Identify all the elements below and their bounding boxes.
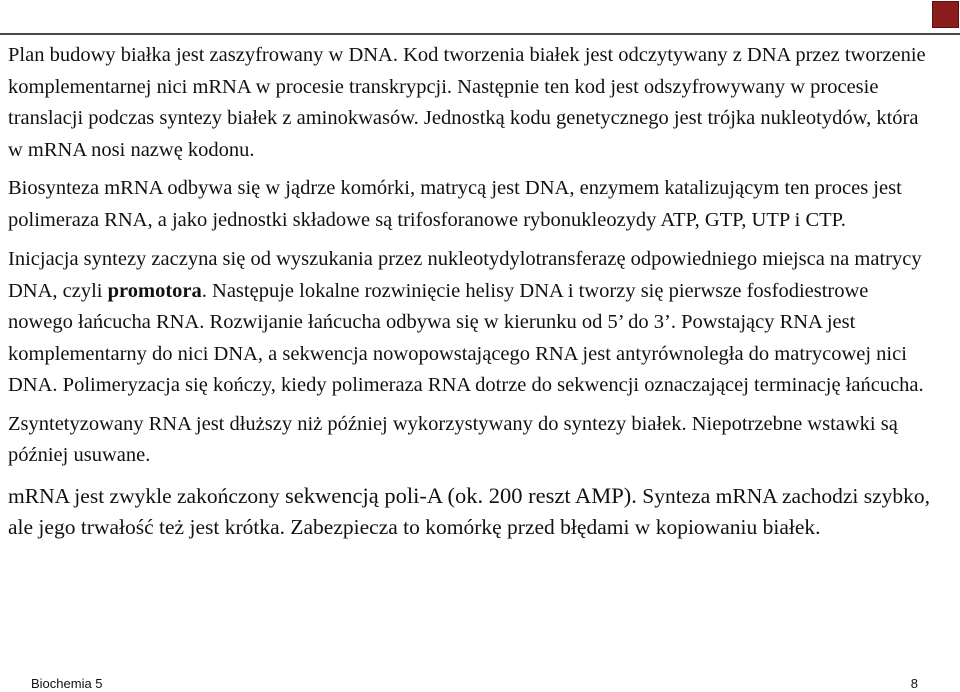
paragraph-poly-a [8, 480, 938, 543]
paragraph-poly-a-text-2: Synteza mRNA zachodzi szybko, ale jego trwałość też jest krótka. Zabezpiecza to komórkę przed błędami w kopiowaniu białek. [8, 483, 931, 539]
slide-body [8, 40, 938, 543]
promoter-term: promotora [107, 279, 202, 302]
poly-a-sequence-term: sekwencją poli-A (ok. 200 reszt AMP). [285, 482, 637, 508]
footer-course-title: Biochemia 5 [31, 676, 103, 691]
header-rule [0, 33, 960, 35]
paragraph-initiation-text-2: . Następuje lokalne rozwinięcie helisy DNA i tworzy się pierwsze fosfodiestrowe nowego łańcucha RNA. Rozwijanie łańcucha odbywa się w kierunku od 5’ do 3’. Powstający RNA jest komplementarny do nici DNA, a sekwencja nowopowstającego RNA jest antyrównoległa do matrycowej nici DNA. Polimeryzacja się kończy, kiedy polimeraza RNA dotrze do sekwencji oznaczającej terminację łańcucha. [8, 279, 924, 396]
paragraph-initiation-text-1: Inicjacja syntezy zaczyna się od wyszukania przez nukleotydylotransferazę odpowiedniego miejsca na matrycy DNA, czyli [8, 248, 922, 302]
paragraph-mrna-biosynthesis: Biosynteza mRNA odbywa się w jądrze komórki, matrycą jest DNA, enzymem katalizującym ten proces jest polimeraza RNA, a jako jednostki składowe są trifosforanowe rybonukleozydy ATP, GTP, UTP i CTP. [8, 177, 902, 231]
paragraph-rna-processing: Zsyntetyzowany RNA jest dłuższy niż później wykorzystywany do syntezy białek. Niepotrzebne wstawki są później usuwane. [8, 412, 898, 466]
corner-decoration-box [932, 1, 959, 28]
paragraph-protein-code: Plan budowy białka jest zaszyfrowany w DNA. Kod tworzenia białek jest odczytywany z DNA przez tworzenie komplementarnej nici mRNA w procesie transkrypcji. Następnie ten kod jest odszyfrowywany w procesie translacji podczas syntezy białek z aminokwasów. Jednostką kodu genetycznego jest trójka nukleotydów, która w mRNA nosi nazwę kodonu. [8, 44, 926, 161]
paragraph-poly-a-text-1: mRNA jest zwykle zakończony [8, 483, 286, 508]
footer-page-number: 8 [910, 676, 918, 691]
paragraph-initiation [8, 244, 938, 402]
